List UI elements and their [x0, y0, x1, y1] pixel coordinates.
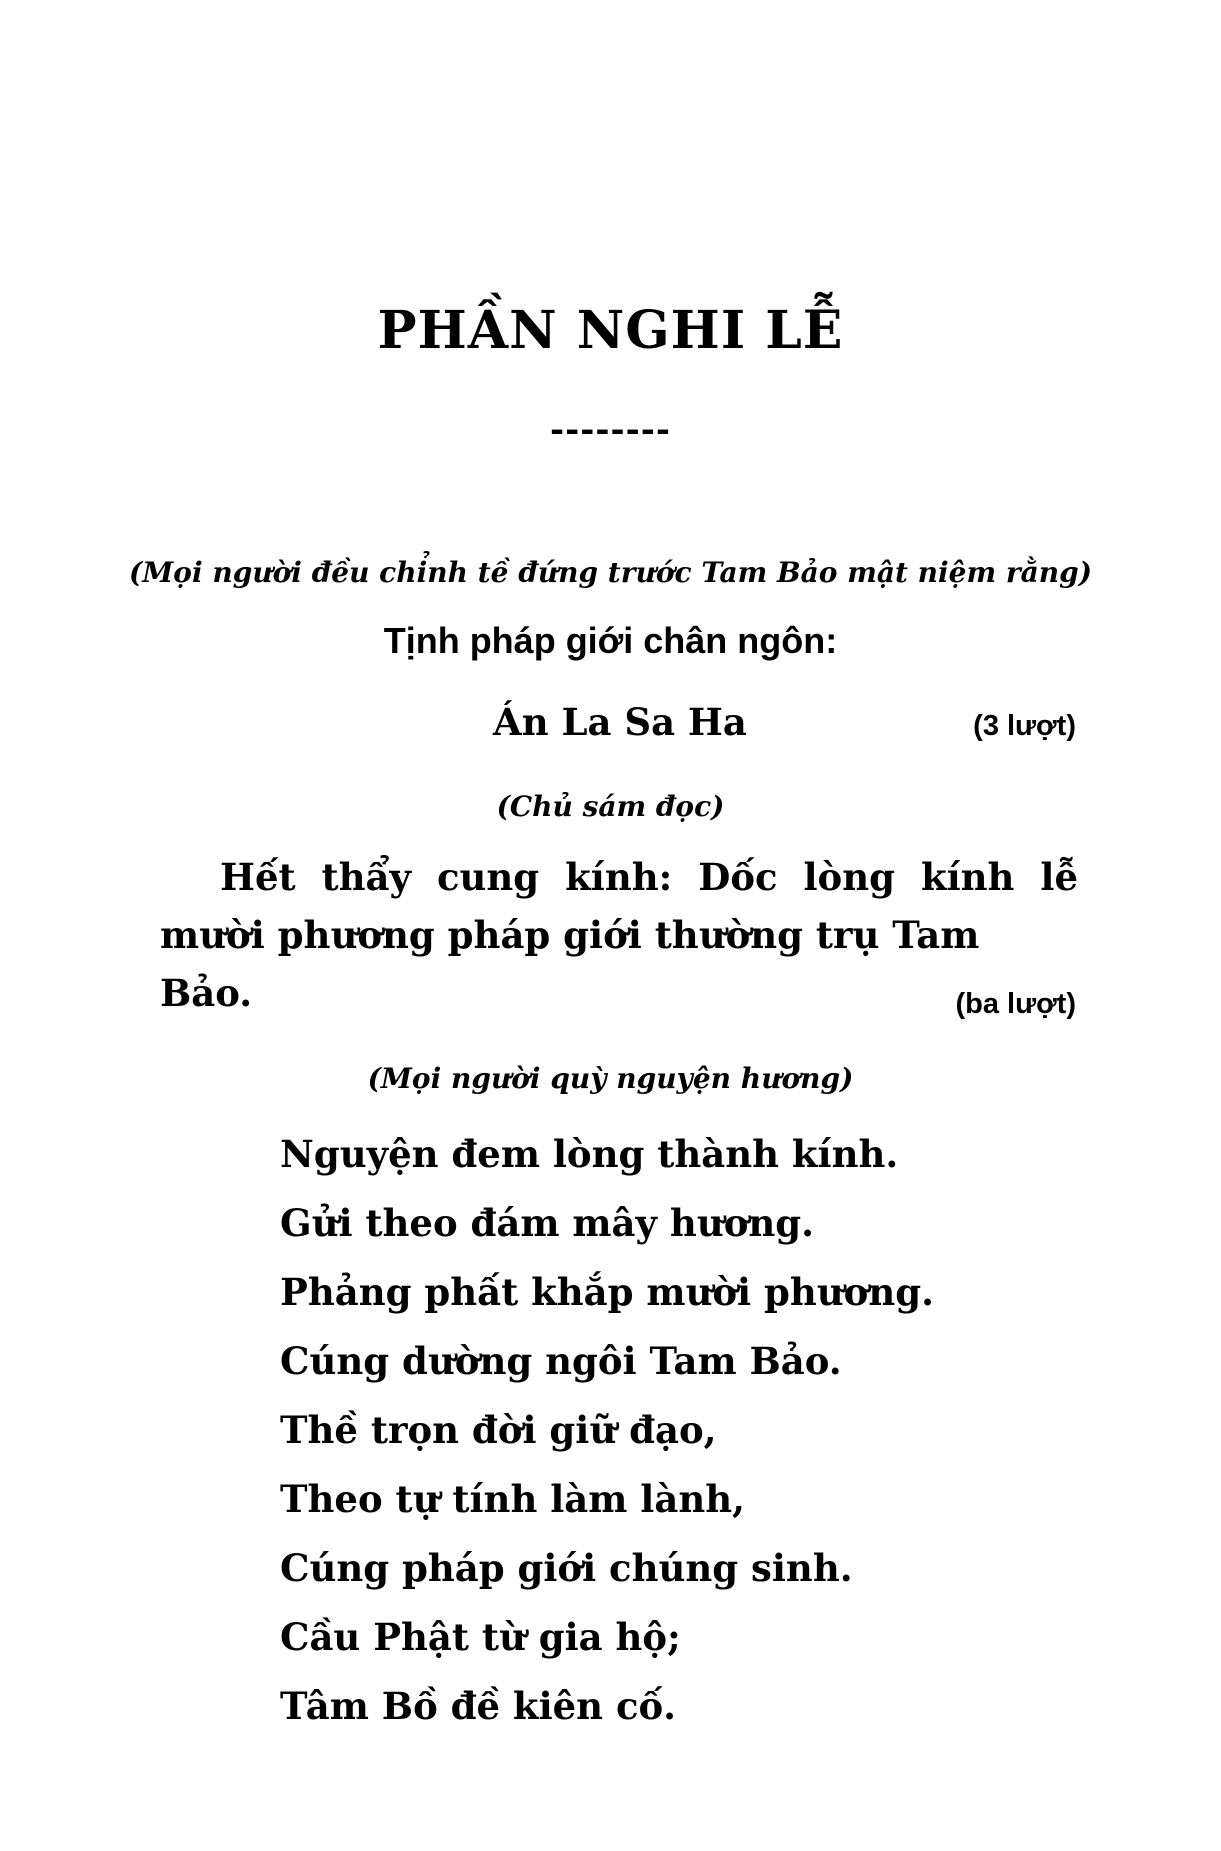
verse-line: Tâm Bồ đề kiên cố.	[280, 1684, 677, 1728]
page-title: PHẦN NGHI LỄ	[377, 300, 844, 361]
mantra-count: (3 lượt)	[973, 710, 1076, 742]
verse-line: Thề trọn đời giữ đạo,	[280, 1408, 717, 1452]
verse-line: Cúng pháp giới chúng sinh.	[280, 1546, 853, 1590]
homage-paragraph	[160, 848, 1078, 1022]
verse-line: Cầu Phật từ gia hộ;	[280, 1615, 681, 1659]
homage-line-1: Hết thẩy cung kính: Dốc lòng kính lễ	[220, 855, 1078, 899]
verse-line: Gửi theo đám mây hương.	[280, 1201, 815, 1245]
instruction-stand: (Mọi người đều chỉnh tề đứng trước Tam Bảo mật niệm rằng)	[129, 556, 1092, 589]
verse-line: Nguyện đem lòng thành kính.	[280, 1132, 899, 1176]
homage-count: (ba lượt)	[955, 988, 1076, 1020]
verse-line: Theo tự tính làm lành,	[280, 1477, 746, 1521]
mantra-heading: Tịnh pháp giới chân ngôn:	[383, 620, 838, 661]
mantra-text: Án La Sa Ha	[493, 700, 747, 744]
homage-line-2: mười phương pháp giới thường trụ Tam Bảo.	[160, 913, 980, 1015]
instruction-kneel: (Mọi người quỳ nguyện hương)	[367, 1062, 854, 1095]
instruction-leader: (Chủ sám đọc)	[496, 790, 725, 823]
title-separator: --------	[550, 410, 671, 450]
verse-line: Phảng phất khắp mười phương.	[280, 1270, 935, 1314]
incense-verses	[280, 1120, 934, 1741]
verse-line: Cúng dường ngôi Tam Bảo.	[280, 1339, 842, 1383]
